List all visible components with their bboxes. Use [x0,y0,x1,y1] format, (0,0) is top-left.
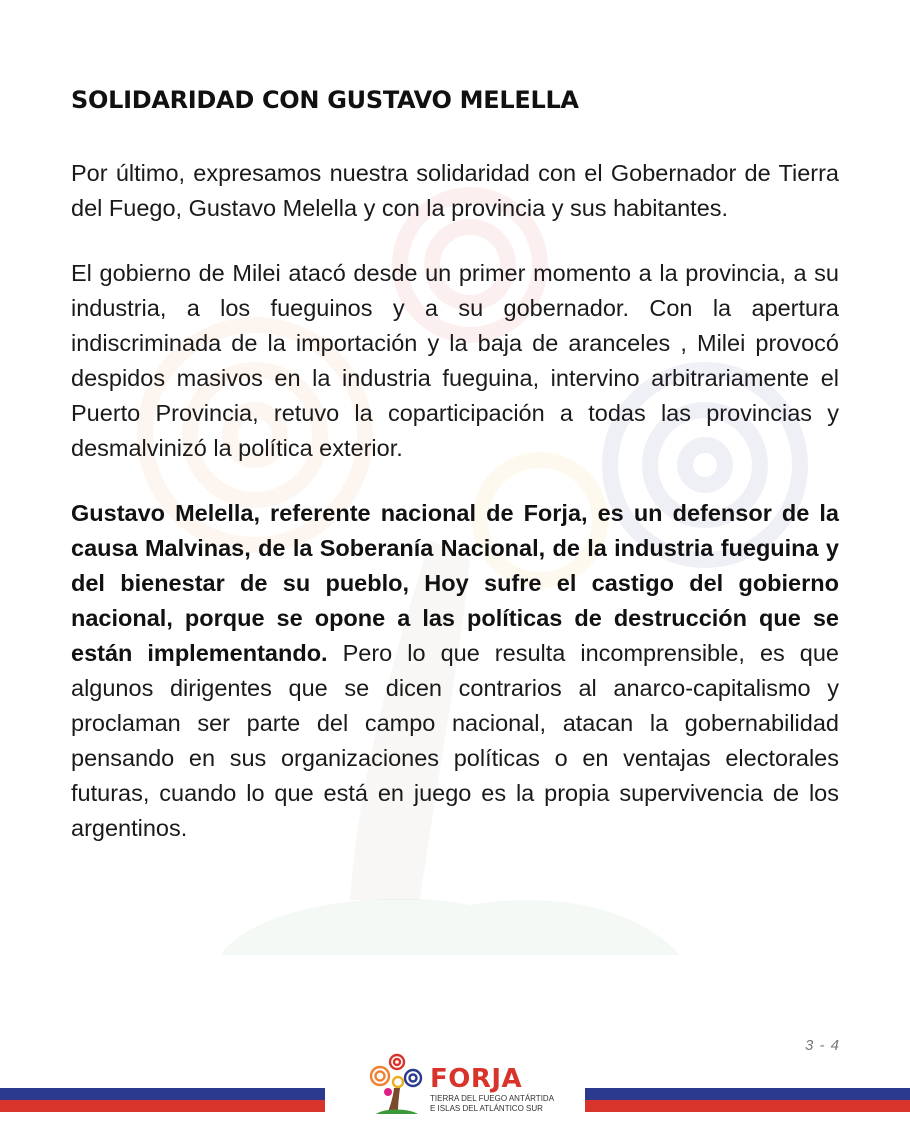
footer-band-left [0,1088,325,1112]
paragraph-melella-bold: Gustavo Melella, referente nacional de Forja, es un defensor de la causa Malvinas, de la Soberanía Nacional, de la industria fueguina y del bienestar de su pueblo, Hoy sufre el castigo del gobierno nacional, porque se opone a las políticas de destrucción que se están implementando. [71,500,839,666]
logo-subtitle [430,1094,554,1114]
document-body [71,86,839,876]
section-heading: SOLIDARIDAD CON GUSTAVO MELELLA [71,86,579,114]
paragraph-melella-regular: Pero lo que resulta incomprensible, es que algunos dirigentes que se dicen contrarios al anarco-capitalismo y proclaman ser parte del campo nacional, atacan la gobernabilidad pensando en sus organizaciones políticas o en ventajas electorales futuras, cuando lo que está en juego es la propia supervivencia de los argentinos. [71,640,839,841]
forja-logo [368,1052,555,1116]
paragraph-solidarity: Por último, expresamos nuestra solidaridad con el Gobernador de Tierra del Fuego, Gustavo Melella y con la provincia y sus habitantes. [71,160,839,221]
logo-subtitle-line-2: E ISLAS DEL ATLÁNTICO SUR [430,1104,543,1113]
logo-subtitle-line-1: TIERRA DEL FUEGO ANTÁRTIDA [430,1094,555,1103]
footer-band-right [585,1088,910,1112]
logo-wordmark: FORJA [430,1064,523,1094]
paragraph-melella [71,496,839,846]
page-number: 3 - 4 [804,1037,840,1054]
paragraph-milei-government: El gobierno de Milei atacó desde un primer momento a la provincia, a su industria, a los fueguinos y a su gobernador. Con la apertura indiscriminada de la importación y la baja de aranceles , Milei provocó despidos masivos en la industria fueguina, intervino arbitrariamente el Puerto Provincia, retuvo la coparticipación a todas las provincias y desmalvinizó la política exterior. [71,260,839,461]
forja-spiral-tree-icon [368,1052,426,1116]
